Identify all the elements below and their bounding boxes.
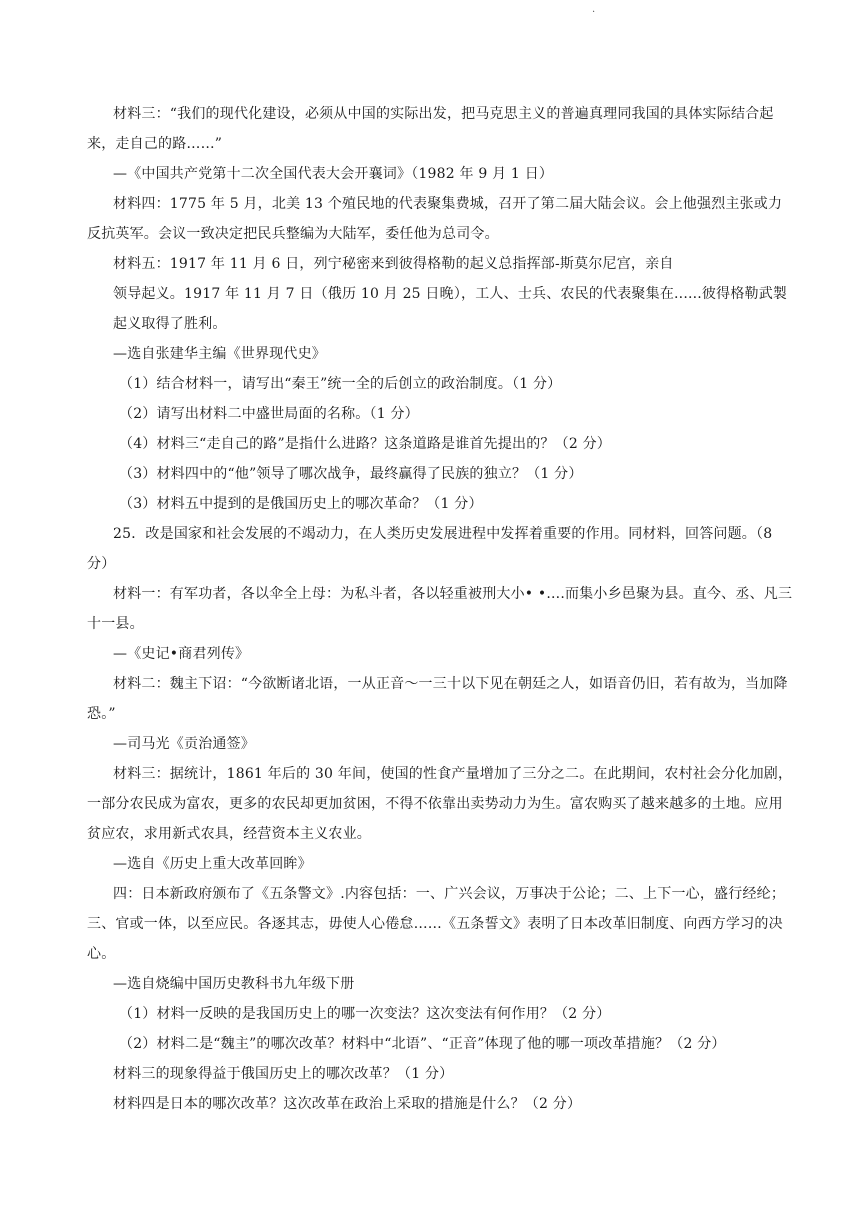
- paragraph: （4）材料三“走自己的路”是指什么进路？这条道路是谁首先提出的？（2 分）: [119, 436, 611, 452]
- paragraph: （3）材料四中的“他”领导了哪次战争，最终赢得了民族的独立？（1 分）: [119, 466, 583, 482]
- paragraph: 材料四是日本的哪次改革？这次改革在政治上采取的措施是什么？（2 分）: [113, 1096, 582, 1112]
- paragraph: —《中国共产党第十二次全国代表大会开襄词》（1982 年 9 月 1 日）: [113, 166, 554, 182]
- paragraph: —《史记•商君列传》: [113, 646, 250, 662]
- paragraph: 材料三的现象得益于俄国历史上的哪次改革？（1 分）: [113, 1066, 454, 1082]
- paragraph: （2）材料二是“魏主”的哪次改革？材料中“北语”、“正音”体现了他的哪一项改革措施？（2 分）: [119, 1036, 726, 1052]
- paragraph: （1）材料一反映的是我国历史上的哪一次变法？这次变法有何作用？（2 分）: [119, 1006, 611, 1022]
- paragraph: —选自烧编中国历史教科书九年级下册: [113, 976, 355, 992]
- paragraph: —选自《历史上重大改革回眸》: [113, 856, 312, 872]
- paragraph: 材料一：有军功者，各以伞全上母：为私斗者，各以轻重被刑大小• •....而集小乡邑聚为县。直今、丞、凡三十一县。: [87, 586, 793, 632]
- paragraph: 25．改是国家和社会发展的不竭动力，在人类历史发展进程中发挥着重要的作用。同材料，回答问题。（8 分）: [87, 526, 773, 572]
- document-body: [87, 99, 793, 1119]
- paragraph: 材料四：1775 年 5 月，北美 13 个殖民地的代表聚集费城，召开了第二届大陆会议。会上他强烈主张或力反抗英军。会议一致决定把民兵整编为大陆军，委任他为总司令。: [87, 196, 783, 242]
- paragraph: 四：日本新政府颁布了《五条警文》.内容包括：一、广兴会议，万事决于公论；二、上下一心，盛行经纶；三、官或一体，以至应民。各逐其志，毋使人心倦怠……《五条誓文》表明了日本改革旧制度、向西方学习的决心。: [87, 886, 786, 962]
- paragraph: —选自张建华主编《世界现代史》: [113, 346, 326, 362]
- paragraph: 材料三：据统计，1861 年后的 30 年间，使国的性食产量增加了三分之二。在此期间，农村社会分化加剧，一部分农民成为富农，更多的农民却更加贫困，不得不依靠出卖势动力为生。富农购买了越来越多的土地。应用贫应农，求用新式农具，经营资本主义农业。: [87, 766, 793, 842]
- paragraph: —司马光《贡治通签》: [113, 736, 255, 752]
- header-dot: .: [592, 4, 596, 15]
- paragraph: 领导起义。1917 年 11 月 7 日（俄历 10 月 25 日晚），工人、士兵、农民的代表聚集在......彼得格勒武製起义取得了胜利。: [113, 286, 788, 332]
- paragraph: 材料二：魏主下诏：“今欲断诸北语，一从正音～一三十以下见在朝廷之人，如语音仍旧，若有故为，当加降恐。”: [87, 676, 788, 722]
- paragraph: （3）材料五中提到的是俄国历史上的哪次革命？（1 分）: [119, 496, 483, 512]
- paragraph: （2）请写出材料二中盛世局面的名称。（1 分）: [119, 406, 419, 422]
- paragraph: 材料五：1917 年 11 月 6 日，列宁秘密来到彼得格勒的起义总指挥部-斯莫尔尼宫，亲自: [113, 256, 674, 272]
- paragraph: 材料三：“我们的现代化建设，必须从中国的实际出发，把马克思主义的普遍真理同我国的具体实际结合起来，走自己的路……”: [87, 106, 774, 152]
- paragraph: （1）结合材料一，请写出“秦王”统一全的后创立的政治制度。（1 分）: [119, 376, 562, 392]
